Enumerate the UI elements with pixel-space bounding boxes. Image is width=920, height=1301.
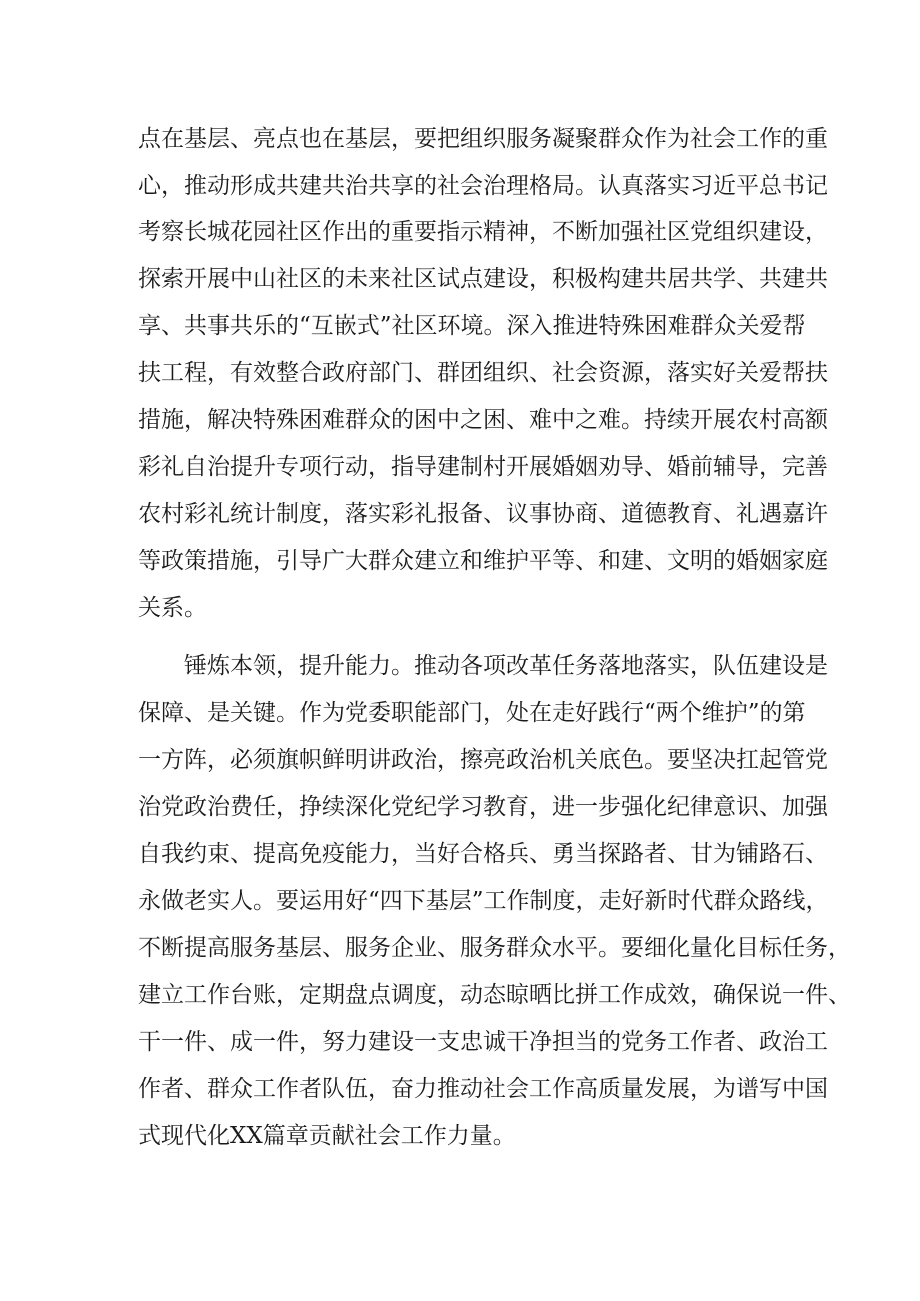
text-line: 作者、群众工作者队伍，奋力推动社会工作高质量发展，为谱写中国 [138,1076,828,1102]
text-line: 心，推动形成共建共治共享的社会治理格局。认真落实习近平总书记 [138,173,828,199]
text-line: 彩礼自治提升专项行动，指导建制村开展婚姻劝导、婚前辅导，完善 [138,454,828,480]
text-line: 永做老实人。要运用好“四下基层”工作制度，走好新时代群众路线， [138,888,829,914]
text-line: 关系。 [138,595,207,621]
text-line: 享、共事共乐的“互嵌式”社区环境。深入推进特殊困难群众关爱帮 [138,313,806,339]
text-line: 一方阵，必须旗帜鲜明讲政治，擦亮政治机关底色。要坚决扛起管党 [138,747,828,773]
text-line: 式现代化XX篇章贡献社会工作力量。 [138,1123,516,1149]
text-line: 点在基层、亮点也在基层，要把组织服务凝聚群众作为社会工作的重 [138,126,828,152]
text-line: 探索开展中山社区的未来社区试点建设，积极构建共居共学、共建共 [138,266,828,292]
text-line: 干一件、成一件，努力建设一支忠诚干净担当的党务工作者、政治工 [138,1029,828,1055]
text-line: 农村彩礼统计制度，落实彩礼报备、议事协商、道德教育、礼遇嘉许 [138,501,828,527]
text-line: 保障、是关键。作为党委职能部门，处在走好践行“两个维护”的第 [138,700,806,726]
text-line: 扶工程，有效整合政府部门、群团组织、社会资源，落实好关爱帮扶 [138,360,828,386]
text-line: 考察长城花园社区作出的重要指示精神，不断加强社区党组织建设， [138,219,828,245]
text-line: 建立工作台账，定期盘点调度，动态晾晒比拼工作成效，确保说一件、 [138,982,851,1008]
text-line: 不断提高服务基层、服务企业、服务群众水平。要细化量化目标任务， [138,935,851,961]
text-line: 措施，解决特殊困难群众的困中之困、难中之难。持续开展农村高额 [138,407,828,433]
text-line: 锤炼本领，提升能力。推动各项改革任务落地落实，队伍建设是 [184,653,828,679]
text-line: 治党政治费任，挣续深化党纪学习教育，进一步强化纪律意识、加强 [138,794,828,820]
text-line: 自我约束、提高免疫能力，当好合格兵、勇当探路者、甘为铺路石、 [138,841,828,867]
text-line: 等政策措施，引导广大群众建立和维护平等、和建、文明的婚姻家庭 [138,548,828,574]
